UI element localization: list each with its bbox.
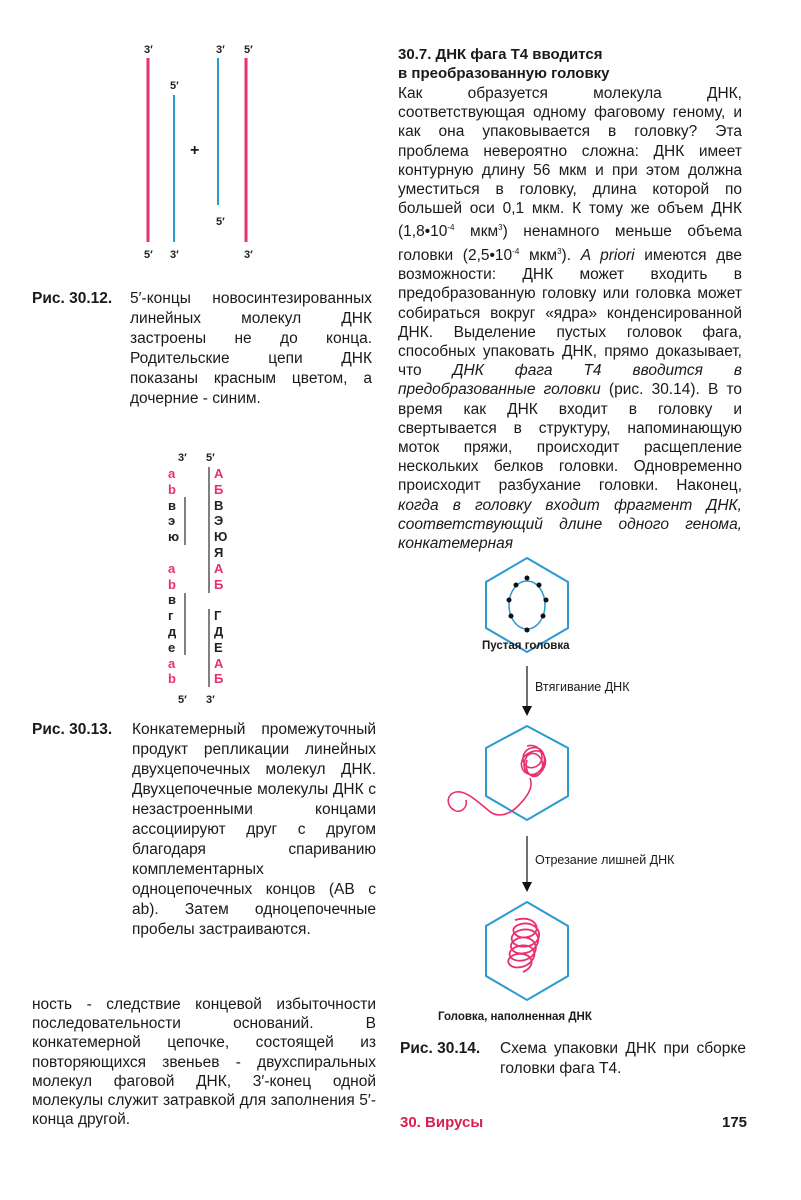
superscript: 3 <box>498 223 503 233</box>
full-head-hexagon <box>486 902 568 1000</box>
label-5prime: 5′ <box>206 452 215 464</box>
italic-text: A priori <box>580 246 635 264</box>
base-letter: a <box>168 655 176 671</box>
caption-text: Конкатемерный промежуточный продукт репликации линейных двухцепочечных молекул ДНК. Двухцепочечные молекулы ДНК с незастроенными концами ассоциируют друг с другом благодаря спариванию комплементарных одноцепочечных концов (АВ с ab). Затем одноцепочечные пробелы застраиваются. <box>132 721 376 938</box>
paragraph-text: мкм <box>519 246 558 264</box>
heading-line: 30.7. ДНК фага Т4 вводится <box>398 46 603 63</box>
paragraph-text: ). <box>561 246 581 264</box>
paragraph-text: имеются две возможности: ДНК может входить в предобразованную головку или головка может собираться вокруг «ядра» конденсированной ДНК. Выделение пустых головок фага, способных упаковать ДНК, прямо доказывает, что <box>398 246 742 380</box>
base-letter: в <box>168 497 176 513</box>
label-3prime: 3′ <box>178 452 187 464</box>
figure-30-14-caption <box>400 1039 746 1083</box>
heading-line: в преобразованную головку <box>398 65 610 82</box>
base-letter: a <box>168 466 176 481</box>
section-paragraph <box>398 84 742 553</box>
base-letter: А <box>214 655 224 671</box>
figure-30-14-diagram <box>420 548 660 1018</box>
protein-dot <box>509 614 514 619</box>
protein-dot <box>514 583 519 588</box>
arrow-head <box>522 882 532 892</box>
base-letter: Д <box>214 623 224 639</box>
caption-number: Рис. 30.12. <box>32 290 113 307</box>
base-letter: Б <box>214 576 224 592</box>
caption-text: Схема упаковки ДНК при сборке головки фага Т4. <box>500 1040 746 1077</box>
base-letter: Г <box>214 608 222 624</box>
protein-dot <box>525 576 530 581</box>
superscript: -4 <box>512 246 520 256</box>
italic-text: когда в головку входит фрагмент ДНК, соответствующий длине одного генома, конкатемерная <box>398 496 742 552</box>
paragraph-text: (1,8•10 <box>398 223 448 241</box>
base-letter: в <box>168 592 176 608</box>
base-letter: Б <box>214 671 224 687</box>
page-number: 175 <box>722 1114 748 1131</box>
caption-number: Рис. 30.14. <box>400 1040 481 1057</box>
label-3prime: 3′ <box>244 249 253 261</box>
base-letter: b <box>168 671 176 687</box>
step-label-pulling: Втягивание ДНК <box>535 680 630 694</box>
paragraph-text: (рис. 30.14). В то время как ДНК входит в головку и свертывается в структуру, напоминающую моток пряжи, происходит расщепление нескольких белков головки. Одновременно происходит разбухание головки. Наконец, <box>398 381 742 495</box>
protein-dot <box>525 628 530 633</box>
right-strand-sequence <box>214 466 230 687</box>
label-3prime: 3′ <box>144 44 153 56</box>
base-letter: А <box>214 560 224 576</box>
section-heading <box>398 45 758 83</box>
protein-dot <box>544 598 549 603</box>
empty-head-hexagon <box>486 558 568 652</box>
figure-30-12-caption <box>32 289 372 409</box>
empty-head-label: Пустая головка <box>482 640 570 652</box>
arrow-head <box>522 706 532 716</box>
base-letter: b <box>168 576 176 592</box>
italic-text: ДНК фага Т4 вводится в предобразованные головки <box>398 362 742 399</box>
base-letter: Я <box>214 544 224 560</box>
label-5prime: 5′ <box>244 44 253 56</box>
paragraph-text: Как образуется молекула ДНК, соответствующая одному фаговому геному, и как она упаковывается в головку? Эта проблема невероятно сложна: ДНК имеет контурную длину 56 мкм и при этом должна уместиться в головку, длина которой по большей оси 0,1 мкм. К тому же объем ДНК <box>398 85 742 218</box>
plus-sign: + <box>190 142 200 159</box>
base-letter: Б <box>214 481 224 497</box>
body-paragraph-continuation: ность - следствие концевой избыточности последовательности оснований. В конкатемерной цепочке, состоящей из повторяющихся звеньев - двухспиральных молекул фаговой ДНК, 3′-конец одной молекулы служит затравкой для заполнения 5′-конца другой. <box>32 996 376 1129</box>
left-strand-sequence <box>168 466 182 687</box>
base-letter <box>168 545 182 561</box>
figure-30-13-caption <box>32 720 376 940</box>
label-5prime: 5′ <box>170 80 179 92</box>
protein-dot <box>507 598 512 603</box>
base-letter: Е <box>214 639 223 655</box>
empty-head-core <box>509 581 545 629</box>
label-3prime: 3′ <box>206 694 215 706</box>
base-letter: В <box>214 497 224 513</box>
base-letter: г <box>168 608 174 624</box>
caption-text: 5′-концы новосинтезированных линейных молекул ДНК застроены не до конца. Родительские цепи ДНК показаны красным цветом, а дочерние - синим. <box>130 290 372 407</box>
protein-dot <box>541 614 546 619</box>
label-3prime: 3′ <box>216 44 225 56</box>
base-letter: ю <box>168 529 180 545</box>
base-letter: Э <box>214 513 224 529</box>
base-letter: е <box>168 639 176 655</box>
chapter-footer: 30. Вирусы <box>400 1114 484 1131</box>
superscript: 3 <box>557 246 562 256</box>
label-5prime: 5′ <box>178 694 187 706</box>
paragraph-text: мкм <box>454 223 499 241</box>
base-letter: А <box>214 466 224 481</box>
base-letter: Ю <box>214 529 228 545</box>
label-3prime: 3′ <box>170 249 179 261</box>
base-letter: д <box>168 623 177 639</box>
superscript: -4 <box>447 223 455 233</box>
paragraph-text: ) ненамного меньше объема головки (2,5•10 <box>398 223 742 264</box>
full-head-label: Головка, наполненная ДНК <box>438 1011 592 1023</box>
step-label-cutting: Отрезание лишней ДНК <box>535 853 675 867</box>
label-5prime: 5′ <box>216 216 225 228</box>
base-letter <box>214 592 230 608</box>
protein-dot <box>537 583 542 588</box>
caption-number: Рис. 30.13. <box>32 721 113 738</box>
base-letter: b <box>168 481 176 497</box>
base-letter: a <box>168 560 176 576</box>
label-5prime: 5′ <box>144 249 153 261</box>
base-letter: э <box>168 513 176 529</box>
